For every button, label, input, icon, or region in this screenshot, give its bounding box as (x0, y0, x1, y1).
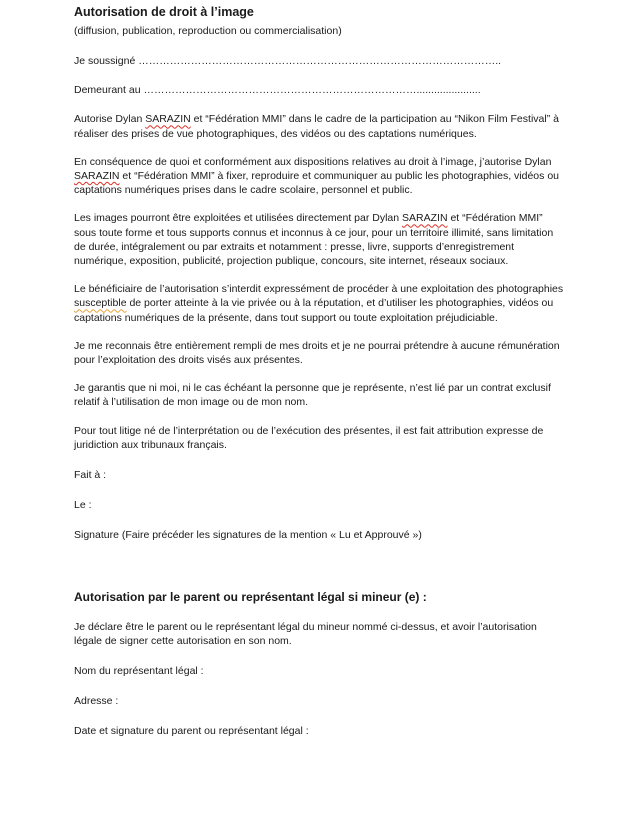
grammar-flagged-word[interactable]: susceptible (74, 297, 127, 310)
parent-declaration: Je déclare être le parent ou le représentant légal du mineur nommé ci-dessus, et avoir l’autorisation légale de signer cette autorisation en son nom. (74, 620, 537, 647)
paragraph-remuneration: Je me reconnais être entièrement rempli de mes droits et je ne pourrai prétendre à aucune rémunération pour l’exploitation des droits visés aux présentes. (74, 339, 560, 367)
paragraph-text: et “Fédération MMI” à fixer, reproduire et communiquer au public les photographies, vidéos ou captations numériques prises dans le cadre scolaire, personnel et public. (74, 170, 559, 197)
paragraph-text: Autorise Dylan (74, 113, 146, 126)
demeurant-line: Demeurant au ……………………………………………………………………...................... (74, 84, 481, 97)
document-subtitle: (diffusion, publication, reproduction ou commercialisation) (74, 25, 342, 37)
parent-section-title: Autorisation par le parent ou représentant légal si mineur (e) : (74, 589, 427, 604)
document-title: Autorisation de droit à l’image (74, 5, 254, 19)
signature-field: Signature (Faire précéder les signatures de la mention « Lu et Approuvé ») (74, 529, 422, 542)
paragraph-litige: Pour tout litige né de l’interprétation ou de l’exécution des présentes, il est fait attribution expresse de juridiction aux tribunaux français. (74, 424, 544, 451)
paragraph-text: de porter atteinte à la vie privée ou à la réputation, et d’utiliser les photographies, vidéos ou captations numériques de la présente, dans tout support ou toute exploitation préjudiciable. (74, 297, 554, 324)
paragraph-text: Les images pourront être exploitées et utilisées directement par Dylan (74, 212, 403, 225)
paragraph-autorise (74, 112, 564, 140)
address-field: Adresse : (74, 695, 119, 708)
fait-a-field: Fait à : (74, 469, 107, 482)
misspelled-name[interactable]: SARAZIN (74, 170, 120, 183)
paragraph-text: et “Fédération MMI” dans le cadre de la participation au “Nikon Film Festival” à réaliser des prises de vue photographiques, des vidéos ou des captations numériques. (74, 113, 559, 140)
misspelled-name[interactable]: SARAZIN (402, 212, 448, 225)
misspelled-name[interactable]: SARAZIN (145, 113, 191, 126)
paragraph-text: Le bénéficiaire de l’autorisation s’interdit expressément de procéder à une exploitation des photographies (74, 283, 564, 296)
paragraph-text: et “Fédération MMI” sous toute forme et tous supports connus et inconnus à ce jour, pour un territoire illimité, sans limitation de durée, intégralement ou par extraits et notamment : presse, livre, supports d’enregistrement numérique, exposition, publicité, projection publique, concours, site internet, réseaux sociaux. (74, 212, 554, 268)
soussigne-line: Je soussigné ………………………………………………………………………………………….. (74, 55, 502, 67)
representant-name-field: Nom du représentant légal : (74, 665, 204, 678)
document-page (74, 5, 564, 739)
parent-date-signature-field: Date et signature du parent ou représentant légal : (74, 725, 309, 738)
paragraph-consequence (74, 155, 564, 198)
paragraph-images (74, 211, 564, 268)
paragraph-garantie: Je garantis que ni moi, ni le cas échéant la personne que je représente, n’est lié par un contrat exclusif relatif à l’utilisation de mon image ou de mon nom. (74, 382, 551, 409)
paragraph-text: En conséquence de quoi et conformément aux dispositions relatives au droit à l’image, j’autorise Dylan (74, 155, 552, 168)
date-field: Le : (74, 499, 92, 512)
paragraph-beneficiaire (74, 282, 564, 325)
